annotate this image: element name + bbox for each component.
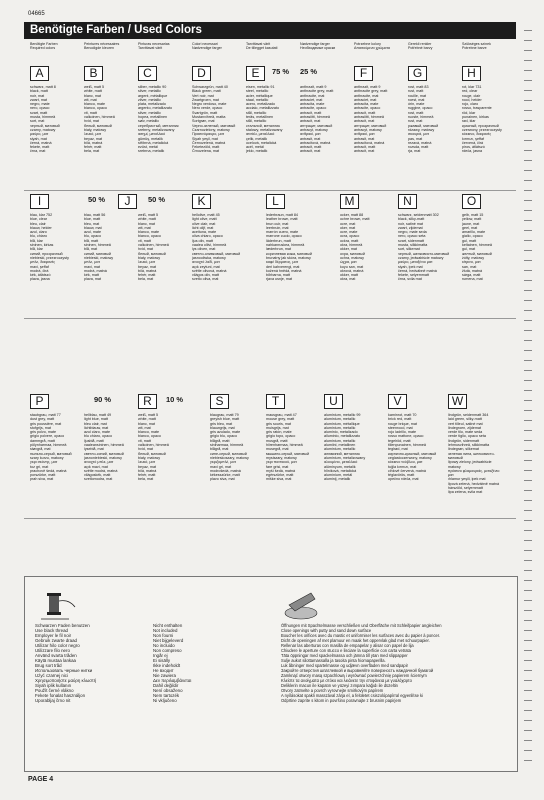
color-entry	[30, 66, 80, 186]
margin-tick	[524, 670, 532, 671]
margin-tick	[524, 220, 532, 221]
color-description: weiß, matt 5 white, matt blanc, mat wit, mat blanco, mate bianco, opaco vit, matt valkoinen, himmeä hvid, mat белый, матовый biały, matowy λευκό, ματ beyaz, mat bílá, matná fehér, matt bela, mat	[138, 413, 169, 482]
color-entry	[354, 66, 404, 186]
margin-tick	[524, 330, 532, 331]
color-description: staubgrau, matt 77 dust grey, matt gris poussière, mat stofgrijs, mat gris polvo, mate grigio polvere, opaco dammgrå, matt pölynharmaa, himmeä støvgrå, mat пыльно-серый, матовый szary kurzu, matowy γκρι σκόνης, ματ toz gri, mat prachově šedá, matná porszürke, matt prah siva, mat	[30, 413, 72, 482]
color-letter-box: G	[408, 66, 427, 81]
color-row-2	[30, 194, 516, 314]
margin-tick	[524, 450, 532, 451]
margin-tick	[524, 270, 532, 271]
color-letter-box: L	[266, 194, 285, 209]
putty-instructions: Öffnungen mit Spachtelmasse verschließen und Oberfläche mit Schleifpapier angleichen Close openings with putty and sand down surface Boucher les orifices avec du mastic et uniformiser les surfaces avec du papier à poncer. Dicht de openingen af met plamuur en maak het oppervlak glad met schuurpapier. Rellenar las aberturas con masilla de empapelar y alisar con papel de lija Chiudere le aperture con stucco e lisciare la superficie con carta vetrata Täta öppningar med spackelmassa och jämna till ytan med slippapper Sulje aukot silottamassalla ja tasoita pinta hiomapaperilla. Luk åbninger med spartelmasse og udjævn overfladen med sandpapir Закройте отверстия шпатлевкой и выровняйте поверхность наждачной бумагой Zamknąć otwory masą szpachlową i wyrównać powierzchnię papierem ściernym Κλείστε τα ανοίγματα με στόκο και λειάνετε την επιφάνεια με γυαλόχαρτο Deliklerin macun ile kapatın ve yüzeyi zımpara kağıdı ile düzeltin Otvory zatmelte a povrch vyrovnejte smirkovým papírem A nyílásokat spakli masszával zárja el, a felületet csiszolópapírral egyenlítse ki Odprtine zaprite s kitom in površino poravnajte z brusnim papirjem	[281, 623, 442, 703]
header-cell: Peintures nécessaires Benodigde kleuren	[84, 42, 120, 51]
margin-tick	[524, 460, 532, 461]
color-row-3	[30, 394, 516, 514]
color-entry	[448, 394, 498, 514]
color-letter-box: I	[30, 194, 49, 209]
margin-tick	[524, 120, 532, 121]
header-cell: Tarvittavat värit De tillegget kasutati	[246, 42, 278, 51]
color-letter-box: M	[340, 194, 359, 209]
margin-tick	[524, 680, 532, 681]
margin-tick	[524, 240, 532, 241]
color-description: anthrazit, matt 9 anthracite grey, matt anthracite, mat antraciet, mat antracita, mate antracite, opaco antracit, matt antrasiitti, himmeä antracit, mat антрацит, матовый antracyt, matowy ανθρακί, ματ antrasit, mat antracitová, matná antracit, matt antracit, mat	[300, 85, 334, 154]
color-description: rost, matt 83 rust, matt rouille, mat roest, mat órin, mate ruggine, opaco rost, matt ruoste, himmeä rust, mat ржавый, матовый rdzawy, matowy σκουριά, ματ pas, mat rezavá, matná rozsda, matt rja, mat	[408, 85, 439, 154]
color-entry	[266, 194, 316, 314]
margin-tick	[524, 210, 532, 211]
margin-tick	[524, 430, 532, 431]
mix-percent: 90 %	[94, 395, 112, 404]
header-cell: Pinturas necesarias Tarvittavat värit	[138, 42, 170, 51]
margin-tick	[524, 550, 532, 551]
color-description: lederbraun, matt 84 leather brown, matt brun cuir, mat leerbruin, mat marrón cuero, mate marrone cuoio, opaco läderbrun, matt nahkanruskea, himmeä læderbrun, mat коричневая кожа, матовый brunatny jak skóra, matowy καφέ δέρματος, ματ deri kahverengi, mat kožená hnědá, matná bőrbarna, matt rjava usnje, mat	[266, 213, 312, 282]
color-letter-box: K	[192, 194, 211, 209]
margin-tick	[524, 510, 532, 511]
color-entry	[30, 194, 80, 314]
color-letter-box: V	[388, 394, 407, 409]
color-letter-box: S	[210, 394, 229, 409]
margin-tick	[524, 230, 532, 231]
mix-percent: 25 %	[300, 67, 318, 76]
color-description: blau, matt 56 blue, matt bleu, mat blauw, mat azul, mate blu, opaco blå, matt sininen, himmeä blå, mat синий, матовый niebieski, matowy μπλε, ματ mavi, mat modrá, matná kék, matt plava, mat	[84, 213, 114, 282]
page-number: PAGE 4	[28, 776, 54, 783]
color-description: schwarz, seidenmatt 302 black, silky-matt noir, satiné mat zwart, zijdemat negro, mate seda nero, opaco seta svart, sidenmatt musta, silkkimatta sort, silkemat черный, шелковисто-матовый czarny, jedwabiście matowy μαύρο, μεταξένιο ματ siyah, ipek mat černá, hedvábně matná fekete, selyemmatt črna, svila mat	[398, 213, 450, 282]
color-description: ocker, matt 88 ochre brown, matt ocre, mat oker, mat ocre, mate ocra, opaco ockra, matt okra, himmeä okker, mat охра, матовый ochra, matowy ώχρα, ματ koyu sarı, mat okrová, matná okker, matt okra, mat	[340, 213, 370, 282]
color-description: eisen, metallic 91 steel, metallic acier, métallique staal, metallic acero, metalizado acciaio, metallizzato stål, metallic teräs, metallinen stål, metallic стальной, металлик stalowy, metalizowany ατσάλι, μεταλλικό çelik, metalik ocelová, metalická acél, metál jeklo, metalik	[246, 85, 283, 154]
color-description: lindgrün, seidenmatt 364 laid green, silky-matt vert tilleul, satiné mat lindegroen, zijdemat verde tilo, mate seda verde tiglio, opaco seta lindgrön, sidenmatt lehmusvihreä, silkkimatta lindegrøn, silkemat зеленая липа, шелковисто-матовый lipowy zielony, jedwabiście matowy πράσινο φλαμουριάς, μεταξένιο ματ ıhlamur yeşili, ipek mat lipová zelená, hedvábně matná hárszöld, selyemmatt lipa zelena, svila mat	[448, 413, 500, 495]
color-description: hellolive, matt 45 light olive, matt olive clair, mat licht olijf, mat aceituna, mate oliva chiaro, opaco ljus oliv, matt vaalea oliivi, himmeä lys oliven, mat светло-оливковый, матовый jasnooliwka, matowy ανοιχτό λαδί, ματ açık zeytuni, mat světle olivová, matná világos oliv, matt svetlo oliva, mat	[192, 213, 241, 282]
color-letter-box: F	[354, 66, 373, 81]
mix-percent: 10 %	[166, 395, 184, 404]
margin-tick	[524, 290, 532, 291]
margin-tick	[524, 710, 532, 711]
color-entry	[138, 394, 188, 514]
not-included-list: Nicht enthalten Not included Non fourni Niet bijgeleverd No incluido Non compreso Ingår ej Ei sisälly Ikke indeholdt Не входит Nie zawiera Δεν περιλαμβάνεται Dahil değildir Není obsaženo Nem tartozék Ni vključeno	[153, 623, 192, 703]
color-entry	[398, 194, 448, 314]
color-letter-box: R	[138, 394, 157, 409]
margin-tick	[524, 690, 532, 691]
color-entry	[30, 394, 80, 514]
margin-tick	[524, 600, 532, 601]
margin-tick	[524, 190, 532, 191]
margin-tick	[524, 130, 532, 131]
header-cell: Colori necessari Nødvendige farger	[192, 42, 222, 51]
margin-tick	[524, 80, 532, 81]
margin-tick	[524, 280, 532, 281]
header-cell: Benötigte Farben Required colors	[30, 42, 58, 51]
margin-tick	[524, 310, 532, 311]
product-code: 04665	[28, 11, 45, 17]
color-entry	[246, 66, 296, 186]
header-cell: Potrzebne kolory Απαιτούμενα χρώματα	[354, 42, 390, 51]
putty-tube-icon	[281, 587, 321, 621]
margin-tick	[524, 180, 532, 181]
color-entry	[462, 194, 512, 314]
margin-tick	[524, 70, 532, 71]
margin-tick	[524, 340, 532, 341]
margin-tick	[524, 700, 532, 701]
color-entry	[324, 394, 374, 514]
color-letter-box: W	[448, 394, 467, 409]
margin-tick	[524, 400, 532, 401]
margin-tick	[524, 480, 532, 481]
margin-ticks	[524, 30, 532, 770]
margin-tick	[524, 150, 532, 151]
margin-tick	[524, 50, 532, 51]
color-letter-box: O	[462, 194, 481, 209]
margin-tick	[524, 90, 532, 91]
margin-tick	[524, 750, 532, 751]
margin-tick	[524, 160, 532, 161]
margin-tick	[524, 440, 532, 441]
color-entry	[192, 66, 242, 186]
color-letter-box: A	[30, 66, 49, 81]
margin-tick	[524, 410, 532, 411]
color-entry	[210, 394, 260, 514]
color-row-1	[30, 66, 516, 186]
color-description: gelb, matt 15 yellow, matt jaune, mat geel, mat amarillo, mate giallo, opaco gul, matt keltainen, himmeä gul, mat желтый, матовый żółty, matowy κίτρινο, ματ sarı, mat žlutá, matná sárga, matt rumena, mat	[462, 213, 492, 282]
color-description: silber, metallic 90 silver, metallic argent, métallique zilver, metallic plata, metalizado argento, metallizzato silver, metallic hopea, metallinen sølv, metallic серебристый, металлик srebrny, metalizowany ασημί, μεταλλικό gümüş, metalik stříbrná, metalická ezüst, metál srebrna, metalik	[138, 85, 179, 154]
margin-tick	[524, 740, 532, 741]
color-entry	[408, 66, 458, 186]
color-description: hellblau, matt 49 light blue, matt bleu clair, mat lichtblauw, mat azul claro, mate blu chiaro, opaco ljusblå, matt vaaleansininen, himmeä lyseblå, mat светло-синий, матовый jasnoniebieski, matowy ανοιχτό μπλε, ματ açık mavi, mat světle modrá, matná világoskék, matt svetlomodra, mat	[84, 413, 124, 482]
color-letter-box: H	[462, 66, 481, 81]
margin-tick	[524, 730, 532, 731]
color-description: Schwarzgrün, matt 40 Black green, matt Vert noir, mat Zwartgroen, mat Negro verdoso, mate Nero verde, opaco Svartgrön, matt Mustanvihreä, matta Sortgrøn, mat Черно-зеленый, матовый Czarnozielony, matowy Πρασινόμαυρο, ματ Siyah yeşil, mat Černozelená, matná Feketezöld, matt Črnozelena, mat	[192, 85, 236, 154]
color-letter-box: N	[398, 194, 417, 209]
color-description: anthrazit, matt 9 anthracite grey, matt anthracite, mat antraciet, mat antracita, mate antracite, opaco antracit, matt antrasiitti, himmeä antracit, mat антрацит, матовый antracyt, matowy ανθρακί, ματ antrasit, mat antracitová, matná antracit, matt antracit, mat	[354, 85, 388, 154]
margin-tick	[524, 370, 532, 371]
margin-tick	[524, 490, 532, 491]
header-cell: Gerekli renkler Potřebné barvy	[408, 42, 433, 51]
margin-tick	[524, 350, 532, 351]
margin-tick	[524, 500, 532, 501]
margin-tick	[524, 520, 532, 521]
margin-tick	[524, 660, 532, 661]
margin-tick	[524, 140, 532, 141]
margin-tick	[524, 570, 532, 571]
color-description: weiß, matt 5 white, matt blanc, mat wit, mat blanco, mate bianco, opaco vit, matt valkoinen, himmeä hvid, mat белый, матовый biały, matowy λευκό, ματ beyaz, mat bílá, matná fehér, matt bela, mat	[84, 85, 115, 154]
thread-spool-icon	[39, 587, 77, 621]
divider	[24, 190, 516, 191]
margin-tick	[524, 250, 532, 251]
page-title: Benötigte Farben / Used Colors	[24, 22, 516, 39]
color-entry	[192, 194, 242, 314]
divider	[24, 318, 516, 319]
margin-tick	[524, 110, 532, 111]
margin-tick	[524, 100, 532, 101]
color-entry	[118, 194, 168, 314]
mix-percent: 75 %	[272, 67, 290, 76]
margin-tick	[524, 300, 532, 301]
header-cell: Nødvendige farger Необходимые краски	[300, 42, 336, 51]
margin-tick	[524, 60, 532, 61]
margin-tick	[524, 560, 532, 561]
color-entry	[462, 66, 512, 186]
thread-instructions: Schwarzen Faden benutzen Use black thread Employer le fil noir Gebruik zwarte draad Utilizar hilo color negro Utilizzare filo nero Använd svarta tråden Käytä mustaa lankaa Brug sort tråd Использовать черные нитки Użyć czarnej nici Χρησιμοποιήστε μαύρη κλωστή Siyah iplik kullanın Použít černé vlákno Fekete fonalat használjon Uporabljaj črno nit	[35, 623, 97, 703]
margin-tick	[524, 720, 532, 721]
divider	[24, 518, 516, 519]
margin-tick	[524, 580, 532, 581]
instructions-panel	[24, 576, 518, 772]
color-entry	[84, 394, 134, 514]
color-description: aluminium, metallic 99 aluminium, metallic aluminium, métallique aluminium, metallic aluminio, metalizado alluminio, metallizzato aluminium, metallic alumiini, metallinen aluminium, metallic алюминий, металлик aluminium, metalizowany αλουμίνιο, μεταλλικό alüminyum, metalik hliníková, metalická alumínium, metál aluminij, metalik	[324, 413, 366, 482]
color-entry	[340, 194, 390, 314]
header-cell: Szükséges színek Potrebne barve	[462, 42, 491, 51]
color-letter-box: C	[138, 66, 157, 81]
margin-tick	[524, 630, 532, 631]
margin-tick	[524, 590, 532, 591]
color-description: mausgrau, matt 47 mouse grey, matt gris souris, mat muisgrijs, mat gris ratón, mate grigio topo, opaco musgrå, matt hiirenharmaa, himmeä musegrå, mat мышино-серый, матовый mysiszary, matowy γκρι ποντικιού, ματ fare grisi, mat myší šedá, matná egérszürke, matt miške siva, mat	[266, 413, 310, 482]
margin-tick	[524, 650, 532, 651]
margin-tick	[524, 760, 532, 761]
color-letter-box: U	[324, 394, 343, 409]
color-entry	[84, 66, 134, 186]
language-header	[30, 42, 516, 58]
margin-tick	[524, 40, 532, 41]
color-entry	[388, 394, 438, 514]
color-letter-box: E	[246, 66, 265, 81]
margin-tick	[524, 360, 532, 361]
margin-tick	[524, 540, 532, 541]
color-letter-box: J	[118, 194, 137, 209]
color-description: weiß, matt 5 white, matt blanc, mat wit, mat blanco, mate bianco, opaco vit, matt valkoinen, himmeä hvid, mat белый, матовый biały, matowy λευκό, ματ beyaz, mat bílá, matná fehér, matt bela, mat	[138, 213, 169, 282]
color-entry	[300, 66, 350, 186]
margin-tick	[524, 640, 532, 641]
margin-tick	[524, 30, 532, 31]
color-letter-box: D	[192, 66, 211, 81]
margin-tick	[524, 620, 532, 621]
mix-percent: 50 %	[88, 195, 106, 204]
color-entry	[138, 66, 188, 186]
color-description: rot, klar 731 red, clear rouge, clair rood, helder rojo, claro rosso, trasparente röd, klar punainen, kirkas rød, klar красный, прозрачный czerwony, przezroczysty κόκκινο, διαφανές kırmızı, şeffaf červená, čirá piros, átlátszó rdeča, jasna	[462, 85, 502, 154]
margin-tick	[524, 470, 532, 471]
margin-tick	[524, 260, 532, 261]
margin-tick	[524, 610, 532, 611]
color-description: blaugrau, matt 79 greyish blue, matt gris bleu, mat blauwgrijs, mat gris azulado, mate grigio blu, opaco blågrå, matt siniharmaa, himmeä blågrå, mat сине-серый, матовый niebieskoszary, matowy γκριζομπλέ, ματ mavi gri, mat modrošedá, matná kékesszürke, matt plavo siva, mat	[210, 413, 249, 482]
color-description: blau, klar 752 blue, clear bleu, clair blauw, helder azul, claro blu, chiaro blå, klar sininen, kirkas blå, klar синий, прозрачный niebieski, przezroczysty μπλε, διαφανές mavi, şeffaf modrá, čirá kék, átlátszó plava, jasna	[30, 213, 69, 282]
mix-percent: 50 %	[148, 195, 166, 204]
color-description: schwarz, matt 8 black, matt noir, mat zwart, mat negro, mate nero, opaco svart, matt musta, himmeä sort, mat черный, матовый czarny, matowy μαύρο, ματ siyah, mat černá, matná fekete, matt črna, mat	[30, 85, 60, 154]
color-description: kaminrot, matt 70 brick red, matt rouge brique, mat steenrood, mat rojo ladrillo, mate rosso mattone, opaco tegelröd, matt tiilenpunainen, himmeä teglrød, mat кирпично-красный, матовый ceglastoczerwony, matowy κόκκινο τούβλου, ματ tuğla kırmızı, mat cihlově červená, matná téglavörös, matt opečno rdeča, mat	[388, 413, 437, 482]
color-letter-box: B	[84, 66, 103, 81]
margin-tick	[524, 530, 532, 531]
margin-tick	[524, 420, 532, 421]
color-entry	[266, 394, 316, 514]
margin-tick	[524, 380, 532, 381]
margin-tick	[524, 170, 532, 171]
color-letter-box: P	[30, 394, 49, 409]
margin-tick	[524, 390, 532, 391]
margin-tick	[524, 200, 532, 201]
color-letter-box: T	[266, 394, 285, 409]
margin-tick	[524, 320, 532, 321]
